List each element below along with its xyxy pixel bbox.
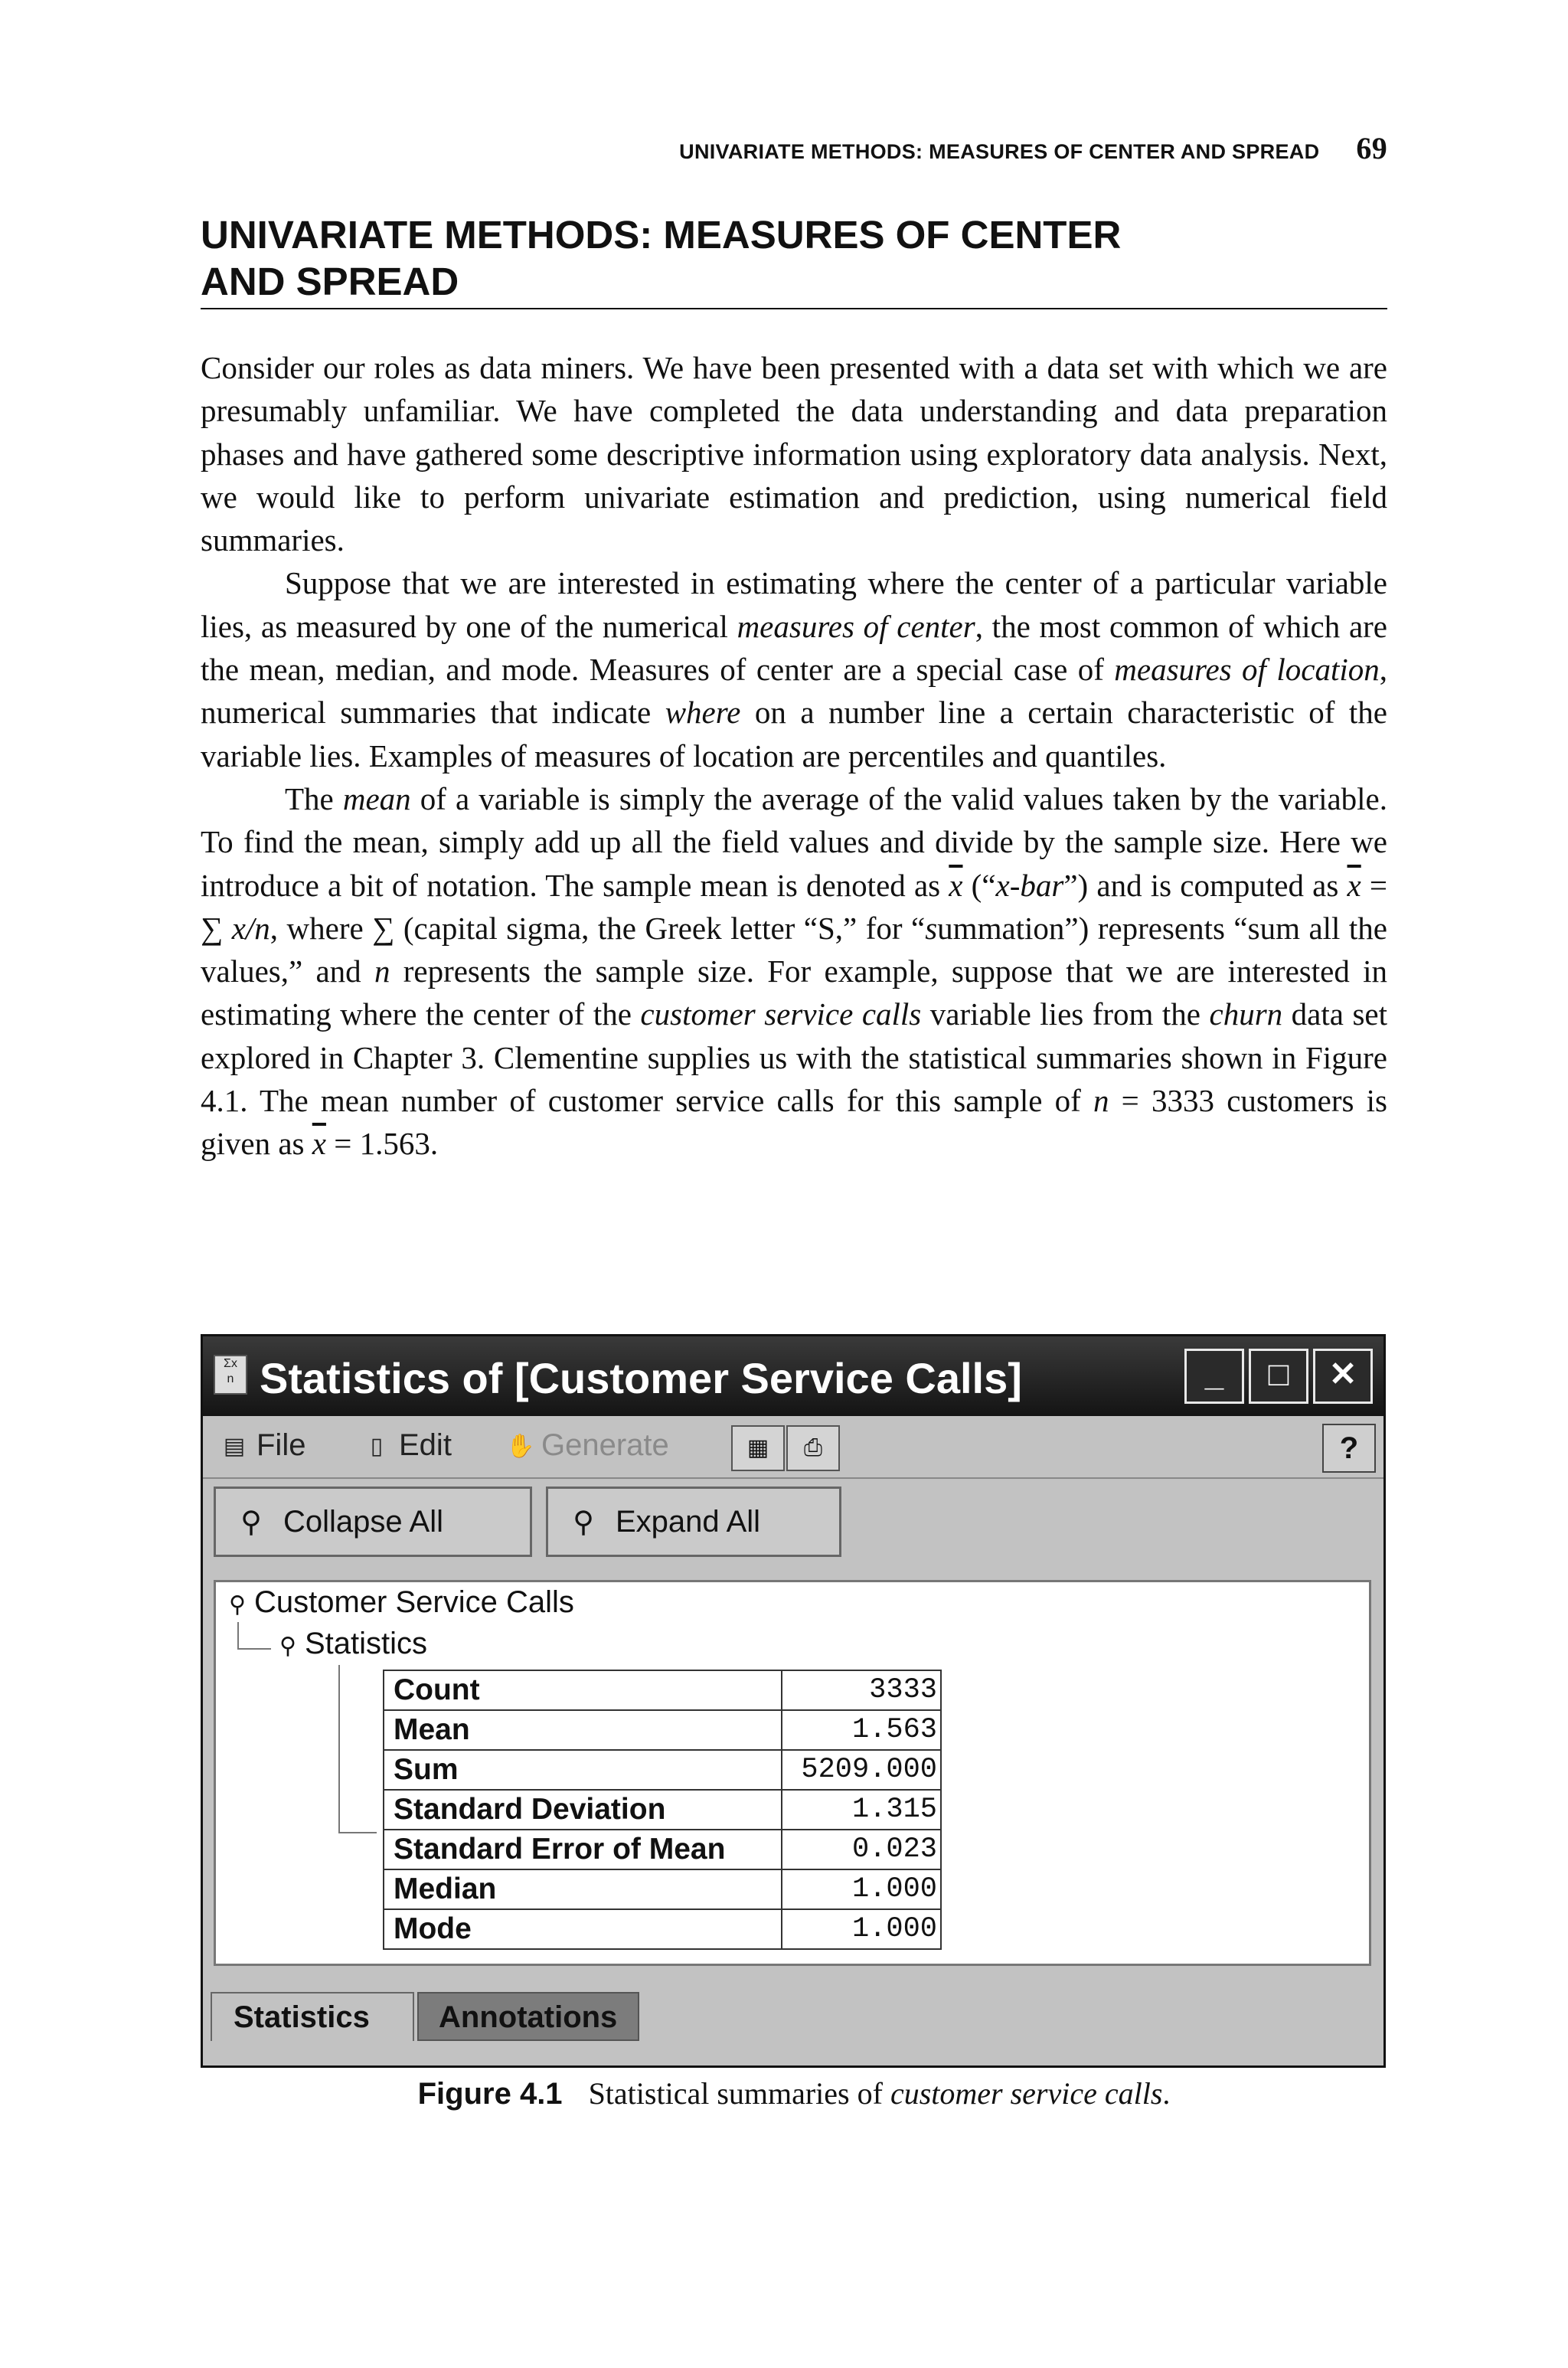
- print-icon[interactable]: ⎙: [786, 1425, 840, 1471]
- help-icon[interactable]: ?: [1322, 1424, 1376, 1473]
- p3-text-i: , where ∑ (capital sigma, the Greek letter “S,” for “: [270, 910, 926, 946]
- section-title: [201, 211, 1196, 305]
- xbar-symbol: $\overline{x}$: [1347, 867, 1361, 903]
- tree-node-statistics[interactable]: [271, 1627, 427, 1661]
- expand-all-label: Expand All: [616, 1505, 761, 1539]
- node-pin-icon: ⚲: [279, 1634, 296, 1659]
- p3-letter-s: s: [925, 910, 938, 946]
- stat-value: 5209.000: [782, 1750, 941, 1790]
- section-title-line2: AND SPREAD: [201, 260, 459, 303]
- tree-connector: [338, 1665, 377, 1833]
- stat-value: 1.315: [782, 1790, 941, 1830]
- title-bar[interactable]: [203, 1336, 1383, 1416]
- figure-caption-text: [589, 2076, 1171, 2111]
- p3-text-a: The: [285, 780, 343, 816]
- collapse-all-button[interactable]: [214, 1487, 532, 1557]
- minimize-button[interactable]: _: [1184, 1349, 1244, 1404]
- p3-term-x-bar: x-bar: [995, 867, 1064, 903]
- table-row: [384, 1790, 941, 1830]
- stat-label: Standard Error of Mean: [384, 1830, 782, 1869]
- menu-file-label: File: [256, 1428, 306, 1462]
- stat-value: 3333: [782, 1670, 941, 1710]
- edit-icon: ▯: [370, 1434, 384, 1460]
- running-head-title: UNIVARIATE METHODS: MEASURES OF CENTER AND SPREAD: [679, 140, 1320, 163]
- p3-term-churn: churn: [1209, 996, 1283, 1032]
- tree-node-root[interactable]: [220, 1585, 574, 1620]
- expand-icon: ⚲: [573, 1506, 594, 1539]
- paragraph-2: [201, 561, 1387, 777]
- close-button[interactable]: ✕: [1313, 1349, 1373, 1404]
- figure-caption: [201, 2075, 1387, 2111]
- running-head: [201, 130, 1387, 166]
- p3-text-s: = 3333 customers is given as: [201, 1083, 1387, 1162]
- expand-all-button[interactable]: [546, 1487, 841, 1557]
- paragraph-1: Consider our roles as data miners. We have been presented with a data set with which we are presumably unfamiliar. We have completed the data understanding and data preparation phases and have gathered some descriptive information using exploratory data analysis. Next, we would like to perform univariate estimation and prediction, using numerical field summaries.: [201, 350, 1387, 558]
- xbar-symbol: $\overline{x}$: [312, 1126, 326, 1162]
- table-row: [384, 1869, 941, 1909]
- table-row: [384, 1909, 941, 1949]
- tab-statistics[interactable]: Statistics: [211, 1992, 414, 2041]
- p3-symbol-n-2: n: [1093, 1083, 1109, 1119]
- file-icon: ▤: [223, 1434, 246, 1460]
- statistics-window: [201, 1334, 1386, 2068]
- table-row: [384, 1830, 941, 1869]
- p2-term-where: where: [665, 695, 741, 731]
- stat-value: 1.563: [782, 1710, 941, 1750]
- maximize-button[interactable]: □: [1249, 1349, 1308, 1404]
- caption-text: Statistical summaries of: [588, 2076, 890, 2111]
- stat-value: 1.000: [782, 1909, 941, 1949]
- p2-text-e: , numerical summaries that indicate: [201, 652, 1387, 731]
- stat-label: Mean: [384, 1710, 782, 1750]
- table-row: [384, 1750, 941, 1790]
- stat-label: Standard Deviation: [384, 1790, 782, 1830]
- tab-annotations[interactable]: Annotations: [417, 1992, 639, 2041]
- section-title-line1: UNIVARIATE METHODS: MEASURES OF CENTER: [201, 213, 1122, 257]
- window-title: Statistics of [Customer Service Calls]: [260, 1354, 1022, 1402]
- p3-term-customer-service-calls: customer service calls: [640, 996, 922, 1032]
- export-icon[interactable]: ▦: [731, 1425, 785, 1471]
- table-row: [384, 1710, 941, 1750]
- collapse-icon: ⚲: [240, 1506, 262, 1539]
- menu-file[interactable]: [221, 1428, 305, 1463]
- p3-text-c: of a variable is simply the average of the valid values taken by the variable. To find the mean, simply add up all the field values and divide by the sample size. Here we introduce a bit of notation. The sample mean is denoted as: [201, 780, 1387, 903]
- page-number: 69: [1356, 131, 1387, 165]
- tree-connector: [237, 1622, 271, 1650]
- caption-end: .: [1162, 2076, 1171, 2111]
- p3-text-q: data set explored in Chapter 3. Clementine supplies us with the statistical summaries shown in Figure 4.1. The mean number of customer service calls for this sample of: [201, 996, 1387, 1119]
- stat-label: Sum: [384, 1750, 782, 1790]
- p3-text-k: ummation”) represents “sum all the values,” and: [201, 910, 1387, 989]
- window-app-icon: Σx n: [214, 1355, 247, 1395]
- table-row: [384, 1670, 941, 1710]
- p2-term-measures-of-center: measures of center: [737, 608, 975, 644]
- menu-generate-label: Generate: [541, 1428, 669, 1462]
- section-rule: [201, 308, 1387, 309]
- stat-label: Median: [384, 1869, 782, 1909]
- node-pin-icon: ⚲: [229, 1592, 246, 1617]
- stat-label: Mode: [384, 1909, 782, 1949]
- tree-root-label: Customer Service Calls: [254, 1585, 574, 1619]
- figure-label: Figure 4.1: [417, 2077, 563, 2111]
- caption-italic: customer service calls: [890, 2076, 1163, 2111]
- p2-text-c: , the most common of which are the mean, median, and mode. Measures of center are a special case of: [201, 608, 1387, 688]
- paragraph-3: [201, 777, 1387, 1166]
- menu-generate[interactable]: [506, 1428, 669, 1463]
- menu-bar: [203, 1416, 1383, 1479]
- p2-text-a: Suppose that we are interested in estimating where the center of a particular variable lies, as measured by one of the numerical: [201, 565, 1387, 644]
- menu-edit[interactable]: [364, 1428, 452, 1463]
- p3-text-f: ”) and is computed as: [1063, 867, 1348, 903]
- generate-icon: ✋: [506, 1434, 535, 1460]
- p2-text-g: on a number line a certain characteristic of the variable lies. Examples of measures of location are percentiles and quantiles.: [201, 695, 1387, 774]
- p3-term-mean: mean: [342, 780, 411, 816]
- p3-text-o: variable lies from the: [921, 996, 1210, 1032]
- body-text: [201, 346, 1387, 1166]
- stat-label: Count: [384, 1670, 782, 1710]
- p3-text-g: = ∑: [201, 867, 1388, 946]
- p3-text-m: represents the sample size. For example, suppose that we are interested in estimating where the center of the: [201, 953, 1387, 1032]
- toolbar: [203, 1480, 1383, 1557]
- p3-formula-x-over-n: x/n: [231, 910, 270, 946]
- p2-term-measures-of-location: measures of location: [1114, 652, 1380, 688]
- p3-text-t: = 1.563.: [325, 1126, 439, 1162]
- tree-panel: [214, 1580, 1371, 1966]
- p3-symbol-n: n: [374, 953, 390, 989]
- stat-value: 1.000: [782, 1869, 941, 1909]
- p3-text-d: (“: [962, 867, 996, 903]
- collapse-all-label: Collapse All: [283, 1505, 444, 1539]
- stat-value: 0.023: [782, 1830, 941, 1869]
- statistics-table: [383, 1670, 942, 1950]
- menu-edit-label: Edit: [399, 1428, 452, 1462]
- tree-child-label: Statistics: [305, 1627, 428, 1660]
- xbar-symbol: $\overline{x}$: [949, 867, 963, 903]
